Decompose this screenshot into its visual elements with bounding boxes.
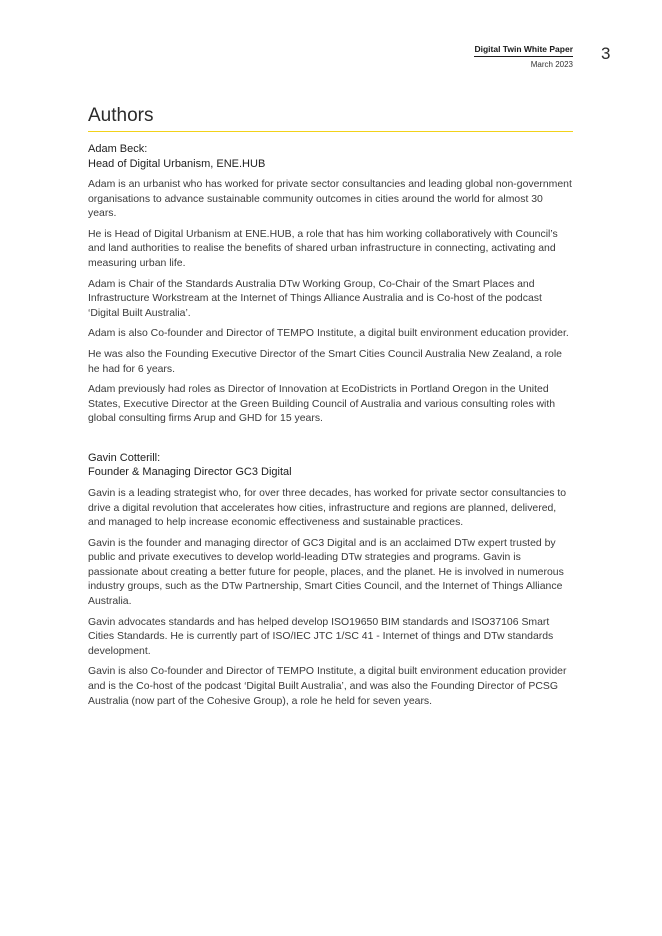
bio-paragraph: Adam is an urbanist who has worked for private sector consultancies and leading global non-government organisations to advance sustainable community outcomes in cities around the world for almost 30 years. — [88, 179, 572, 220]
bio-paragraph: Adam is Chair of the Standards Australia DTw Working Group, Co-Chair of the Smart Places and Infrastructure Workstream at the Internet of Things Alliance Australia and is Co-host of the podcast ‘Digital Built Australia’. — [88, 278, 542, 319]
author-entry-gavin-cotterill — [88, 451, 573, 709]
bio-paragraph: Adam is also Co-founder and Director of TEMPO Institute, a digital built environment education provider. — [88, 328, 569, 340]
page-number: 3 — [601, 44, 611, 63]
section-title: Authors — [88, 105, 573, 132]
author-name: Gavin Cotterill: — [88, 451, 161, 464]
author-role: Head of Digital Urbanism, ENE.HUB — [88, 157, 266, 170]
document-title: Digital Twin White Paper — [474, 44, 573, 57]
author-name: Adam Beck: — [88, 143, 148, 155]
bio-paragraph: Gavin is a leading strategist who, for over three decades, has worked for private sector consultancies to drive a digital revolution that accelerates how cities, infrastructure and regions are planned, delivered, and managed to help increase economic effectiveness and sustainable practices. — [88, 487, 567, 529]
bio-paragraph: He was also the Founding Executive Director of the Smart Cities Council Australia New Zealand, a role he had for 6 years. — [88, 348, 562, 375]
bio-paragraph: Gavin advocates standards and has helped develop ISO19650 BIM standards and ISO37106 Smart Cities Standards. He is currently part of ISO/IEC JTC 1/SC 41 - Internet of things and DTw standards development. — [88, 616, 554, 657]
bio-paragraph: Gavin is the founder and managing director of GC3 Digital and is an acclaimed DTw expert trusted by public and private executives to develop world-leading DTw strategies and programs. Gavin is passionate about creating a better future for people, places, and the planet. He is involved in numerous industry groups, such as the DTw Partnership, Smart Cities Council, and the Internet of Things Alliance Australia. — [88, 537, 564, 608]
bio-paragraph: Gavin is also Co-founder and Director of TEMPO Institute, a digital built environment education provider and is the Co-host of the podcast ‘Digital Built Australia’, and was also the Founding Director of PCSG Australia (now part of the Cohesive Group), a role he held for seven years. — [88, 666, 567, 707]
bio-paragraph: Adam previously had roles as Director of Innovation at EcoDistricts in Portland Oregon in the United States, Executive Director at the Green Building Council of Australia and various consulting roles with global consulting firms Arup and GHD for 15 years. — [88, 384, 556, 425]
author-role: Founder & Managing Director GC3 Digital — [88, 466, 292, 479]
document-date: March 2023 — [530, 60, 573, 69]
bio-paragraph: He is Head of Digital Urbanism at ENE.HUB, a role that has him working collaboratively with Council’s and land authorities to realise the benefits of shared urban infrastructure in connecting, activating and measuring urban life. — [88, 228, 558, 269]
author-bio — [88, 178, 573, 427]
running-header — [474, 44, 573, 69]
main-content — [88, 105, 573, 715]
author-entry-adam-beck — [88, 142, 573, 427]
author-bio — [88, 487, 573, 709]
